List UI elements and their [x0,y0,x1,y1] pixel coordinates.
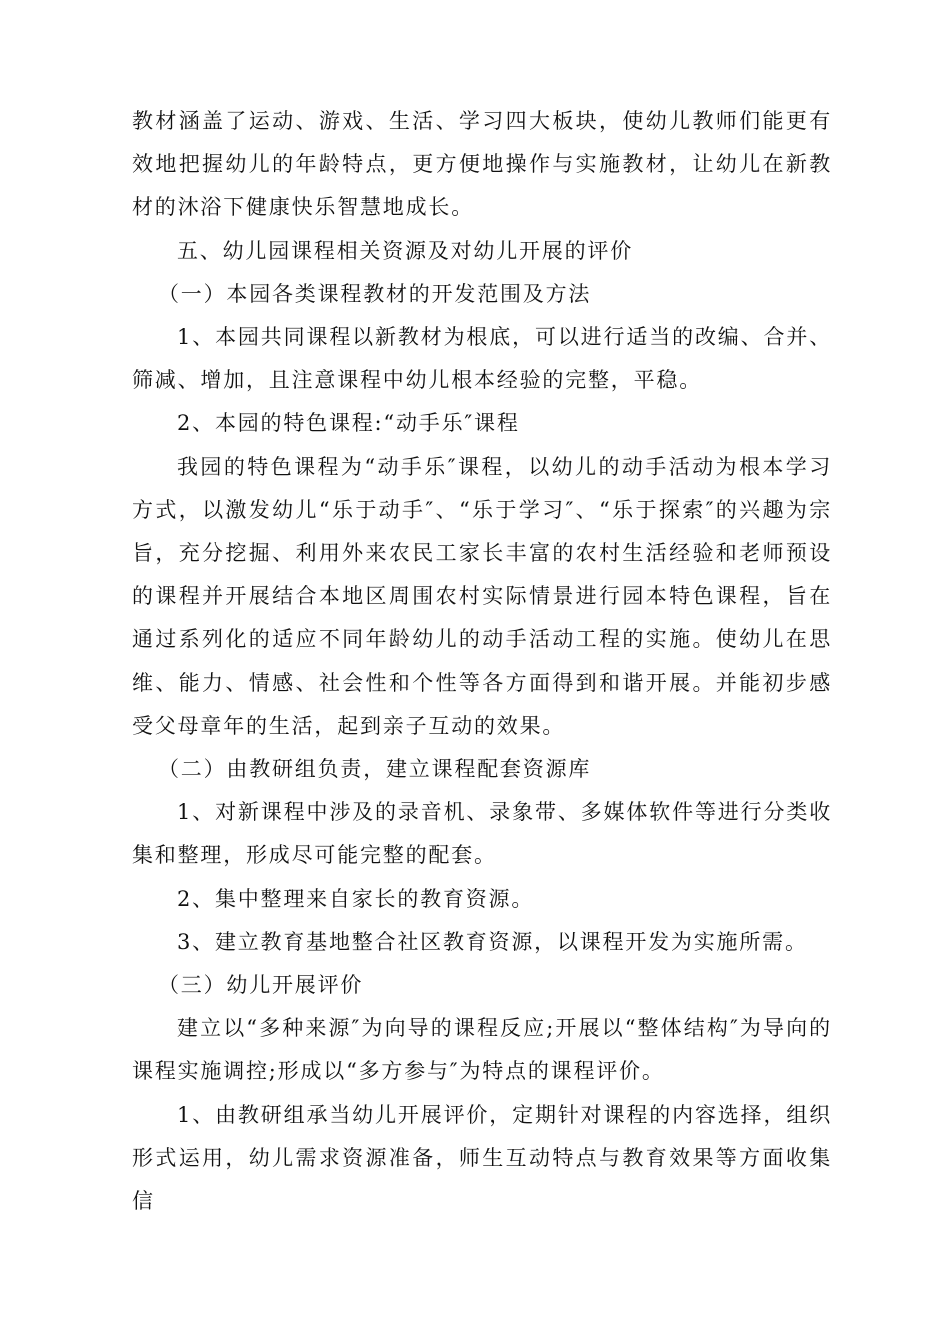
subsection-heading-2: （二）由教研组负责，建立课程配套资源库 [158,757,592,782]
paragraph-resource-3: 3、建立教育基地整合社区教育资源，以课程开发为实施所需。 [177,929,808,954]
subsection-heading-3: （三）幼儿开展评价 [158,973,364,998]
document-body [132,100,832,1223]
section-heading-5: 五、幼儿园课程相关资源及对幼儿开展的评价 [177,238,633,263]
paragraph-item-1: 1、本园共同课程以新教材为根底，可以进行适当的改编、合并、筛减、增加，且注意课程中幼儿根本经验的完整，平稳。 [132,325,832,393]
paragraph-resource-1: 1、对新课程中涉及的录音机、录象带、多媒体软件等进行分类收集和整理，形成尽可能完整的配套。 [132,800,832,868]
paragraph-evaluation-1: 1、由教研组承当幼儿开展评价，定期针对课程的内容选择，组织形式运用，幼儿需求资源准备，师生互动特点与教育效果等方面收集信 [132,1102,832,1214]
paragraph-evaluation-intro: 建立以“多种来源″为向导的课程反应;开展以“整体结构″为导向的课程实施调控;形成以“多方参与″为特点的课程评价。 [132,1016,832,1084]
paragraph-continuation: 教材涵盖了运动、游戏、生活、学习四大板块，使幼儿教师们能更有效地把握幼儿的年龄特点，更方便地操作与实施教材，让幼儿在新教材的沐浴下健康快乐智慧地成长。 [132,109,832,220]
paragraph-item-2: 2、本园的特色课程:“动手乐″课程 [177,411,520,436]
subsection-heading-1: （一）本园各类课程教材的开发范围及方法 [158,281,592,306]
paragraph-feature-course: 我园的特色课程为“动手乐″课程，以幼儿的动手活动为根本学习方式，以激发幼儿“乐于动手″、“乐于学习″、“乐于探索″的兴趣为宗旨，充分挖掘、利用外来农民工家长丰富的农村生活经验和老师预设的课程并开展结合本地区周围农村实际情景进行园本特色课程，旨在通过系列化的适应不同年龄幼儿的动手活动工程的实施。使幼儿在思维、能力、情感、社会性和个性等各方面得到和谐开展。并能初步感受父母章年的生活，起到亲子互动的效果。 [132,454,832,738]
paragraph-resource-2: 2、集中整理来自家长的教育资源。 [177,886,535,911]
